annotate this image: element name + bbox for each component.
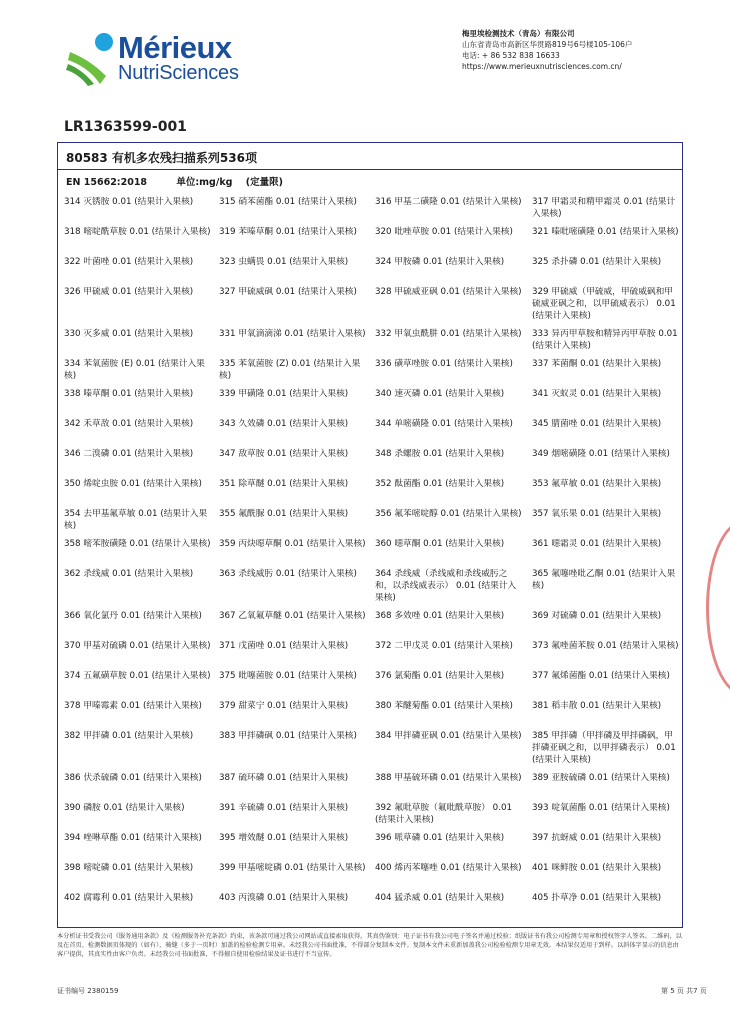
certificate-number: 证书编号 2380159 — [57, 987, 119, 995]
result-cell: 364 杀线威（杀线威和杀线威肟之和，以杀线威表示） 0.01 (结果计入果核) — [375, 569, 517, 603]
results-frame — [57, 142, 683, 928]
result-cell: 380 苯醚菊酯 0.01 (结果计入果核) — [375, 701, 513, 711]
result-cell: 315 硝苯菌酯 0.01 (结果计入果核) — [219, 197, 357, 207]
report-number: LR1363599-001 — [64, 119, 187, 135]
qualifier-label: (定量限) — [245, 177, 283, 188]
result-cell: 384 甲拌磷亚砜 0.01 (结果计入果核) — [375, 731, 522, 741]
result-cell: 377 氟烯菌酯 0.01 (结果计入果核) — [532, 671, 670, 681]
result-row — [64, 478, 678, 508]
result-cell: 346 二溴磷 0.01 (结果计入果核) — [64, 449, 194, 459]
result-cell: 352 酞菌酯 0.01 (结果计入果核) — [375, 479, 505, 489]
result-row — [64, 802, 678, 832]
result-cell: 383 甲拌磷砜 0.01 (结果计入果核) — [219, 731, 357, 741]
result-cell: 319 苯嗪草酮 0.01 (结果计入果核) — [219, 227, 357, 237]
disclaimer-text: 本分析证书受我公司《服务通用条款》及《检测服务补充条款》约束，该条款可通过我公司网站或直接索取获得。其真伪鉴别：电子证书有我公司电子签名并通过校验；纸版证书有我公司检测专用章和授权签字人签名。二维码，以及在首页、检测数据页体现的（如有），骑缝（多于一页时）加盖的检验检测专用章。未经我公司书面批准，不得部分复制本文件。复制本文件未重新加盖我公司检验检测专用章无效。本结果仅适用于到样。以斜体字显示的信息由客户提供，其真实性由客户负责。未经我公司书面批准，不得擅自使用检验结果及证书进行不当宣传。 — [57, 933, 682, 958]
logo-text-merieux: Mérieux — [118, 30, 232, 65]
results-grid — [64, 196, 678, 922]
result-cell: 369 对硫磷 0.01 (结果计入果核) — [532, 611, 662, 621]
result-cell: 398 嘧啶磷 0.01 (结果计入果核) — [64, 863, 194, 873]
result-cell: 373 氟唑菌苯胺 0.01 (结果计入果核) — [532, 641, 679, 651]
result-row — [64, 196, 678, 226]
result-cell: 332 甲氧虫酰肼 0.01 (结果计入果核) — [375, 329, 522, 339]
result-cell: 341 灭蚁灵 0.01 (结果计入果核) — [532, 389, 662, 399]
unit-label: 单位:mg/kg — [176, 177, 233, 188]
company-info — [462, 28, 632, 72]
logo-text-nutrisciences: NutriSciences — [118, 62, 239, 84]
result-row — [64, 538, 678, 568]
result-cell: 357 氧乐果 0.01 (结果计入果核) — [532, 509, 662, 519]
result-row — [64, 772, 678, 802]
result-cell: 317 甲霜灵和精甲霜灵 0.01 (结果计入果核) — [532, 197, 676, 219]
result-cell: 405 扑草净 0.01 (结果计入果核) — [532, 893, 662, 903]
result-row — [64, 508, 678, 538]
company-name: 梅里埃检测技术（青岛）有限公司 — [462, 29, 575, 38]
result-cell: 322 叶菌唑 0.01 (结果计入果核) — [64, 257, 194, 267]
result-cell: 382 甲拌磷 0.01 (结果计入果核) — [64, 731, 194, 741]
result-cell: 370 甲基对硫磷 0.01 (结果计入果核) — [64, 641, 211, 651]
result-cell: 360 噁草酮 0.01 (结果计入果核) — [375, 539, 505, 549]
official-stamp — [706, 520, 730, 696]
result-cell: 374 五氟磺草胺 0.01 (结果计入果核) — [64, 671, 211, 681]
result-cell: 388 甲基硫环磷 0.01 (结果计入果核) — [375, 773, 522, 783]
result-cell: 327 甲硫威砜 0.01 (结果计入果核) — [219, 287, 357, 297]
result-cell: 316 甲基二磺隆 0.01 (结果计入果核) — [375, 197, 522, 207]
result-cell: 359 丙炔噁草酮 0.01 (结果计入果核) — [219, 539, 366, 549]
result-cell: 389 亚胺硫磷 0.01 (结果计入果核) — [532, 773, 670, 783]
result-row — [64, 730, 678, 772]
result-cell: 345 腈菌唑 0.01 (结果计入果核) — [532, 419, 662, 429]
result-cell: 344 单嘧磺隆 0.01 (结果计入果核) — [375, 419, 513, 429]
company-url[interactable]: https://www.merieuxnutrisciences.com.cn/ — [462, 62, 622, 71]
result-row — [64, 328, 678, 358]
result-cell: 399 甲基嘧啶磷 0.01 (结果计入果核) — [219, 863, 366, 873]
result-cell: 342 禾草敌 0.01 (结果计入果核) — [64, 419, 194, 429]
result-cell: 334 苯氧菌胺 (E) 0.01 (结果计入果核) — [64, 359, 205, 381]
result-row — [64, 568, 678, 610]
result-cell: 336 磺草唑胺 0.01 (结果计入果核) — [375, 359, 513, 369]
result-cell: 329 甲硫威（甲硫威，甲硫威砜和甲硫威亚砜之和，以甲硫威表示） 0.01 (结果计入果核) — [532, 287, 676, 321]
result-row — [64, 610, 678, 640]
result-cell: 386 伏杀硫磷 0.01 (结果计入果核) — [64, 773, 202, 783]
result-cell: 354 去甲基氟草敏 0.01 (结果计入果核) — [64, 509, 208, 531]
result-cell: 396 哌草磷 0.01 (结果计入果核) — [375, 833, 505, 843]
result-cell: 402 腐霉利 0.01 (结果计入果核) — [64, 893, 194, 903]
result-cell: 361 噁霜灵 0.01 (结果计入果核) — [532, 539, 662, 549]
result-row — [64, 700, 678, 730]
result-cell: 337 苯菌酮 0.01 (结果计入果核) — [532, 359, 662, 369]
result-cell: 358 嘧苯胺磺隆 0.01 (结果计入果核) — [64, 539, 211, 549]
result-cell: 356 氟苯嘧啶醇 0.01 (结果计入果核) — [375, 509, 522, 519]
logo-mark-icon — [66, 30, 118, 88]
result-cell: 375 吡噻菌胺 0.01 (结果计入果核) — [219, 671, 357, 681]
result-cell: 331 甲氧滴滴涕 0.01 (结果计入果核) — [219, 329, 366, 339]
result-row — [64, 388, 678, 418]
result-cell: 381 稻丰散 0.01 (结果计入果核) — [532, 701, 662, 711]
result-cell: 403 丙溴磷 0.01 (结果计入果核) — [219, 893, 349, 903]
result-cell: 385 甲拌磷（甲拌磷及甲拌磷砜，甲拌磷亚砜之和，以甲拌磷表示） 0.01 (结果计入果核) — [532, 731, 676, 765]
result-row — [64, 892, 678, 922]
result-cell: 378 甲嗪霉素 0.01 (结果计入果核) — [64, 701, 202, 711]
company-phone: 电话: + 86 532 838 16633 — [462, 51, 560, 60]
standard-line — [66, 174, 309, 188]
result-cell: 390 磷胺 0.01 (结果计入果核) — [64, 803, 185, 813]
result-cell: 339 甲磺隆 0.01 (结果计入果核) — [219, 389, 349, 399]
result-cell: 328 甲硫威亚砜 0.01 (结果计入果核) — [375, 287, 522, 297]
result-cell: 394 唑啉草酯 0.01 (结果计入果核) — [64, 833, 202, 843]
result-cell: 320 吡唑草胺 0.01 (结果计入果核) — [375, 227, 513, 237]
result-cell: 393 啶氧菌酯 0.01 (结果计入果核) — [532, 803, 670, 813]
result-cell: 376 氯菊酯 0.01 (结果计入果核) — [375, 671, 505, 681]
result-cell: 391 辛硫磷 0.01 (结果计入果核) — [219, 803, 349, 813]
page-indicator: 第 5 页 共7 页 — [661, 987, 707, 995]
result-cell: 347 敌草胺 0.01 (结果计入果核) — [219, 449, 349, 459]
result-cell: 372 二甲戊灵 0.01 (结果计入果核) — [375, 641, 513, 651]
result-cell: 404 猛杀威 0.01 (结果计入果核) — [375, 893, 505, 903]
result-cell: 330 灭多威 0.01 (结果计入果核) — [64, 329, 194, 339]
result-cell: 321 嗪吡嘧磺隆 0.01 (结果计入果核) — [532, 227, 679, 237]
result-cell: 324 甲胺磷 0.01 (结果计入果核) — [375, 257, 505, 267]
merieux-logo — [66, 30, 256, 90]
result-cell: 318 嘧啶酰草胺 0.01 (结果计入果核) — [64, 227, 211, 237]
result-cell: 363 杀线威肟 0.01 (结果计入果核) — [219, 569, 357, 579]
result-cell: 350 烯啶虫胺 0.01 (结果计入果核) — [64, 479, 202, 489]
result-row — [64, 418, 678, 448]
result-cell: 333 异丙甲草胺和精异丙甲草胺 0.01 (结果计入果核) — [532, 329, 678, 351]
result-row — [64, 832, 678, 862]
result-row — [64, 448, 678, 478]
result-row — [64, 358, 678, 388]
method-standard: EN 15662:2018 — [66, 177, 148, 188]
result-cell: 343 久效磷 0.01 (结果计入果核) — [219, 419, 349, 429]
result-cell: 365 氟噻唑吡乙酮 0.01 (结果计入果核) — [532, 569, 676, 591]
result-cell: 355 氟酰脲 0.01 (结果计入果核) — [219, 509, 349, 519]
result-cell: 353 氟草敏 0.01 (结果计入果核) — [532, 479, 662, 489]
result-cell: 366 氧化氯丹 0.01 (结果计入果核) — [64, 611, 202, 621]
result-cell: 340 速灭磷 0.01 (结果计入果核) — [375, 389, 505, 399]
result-row — [64, 286, 678, 328]
result-cell: 351 除草醚 0.01 (结果计入果核) — [219, 479, 349, 489]
result-row — [64, 256, 678, 286]
result-cell: 314 灭锈胺 0.01 (结果计入果核) — [64, 197, 194, 207]
company-address: 山东省青岛市高新区华贯路819号6号楼105-106户 — [462, 40, 633, 49]
result-cell: 367 乙氧氟草醚 0.01 (结果计入果核) — [219, 611, 366, 621]
result-cell: 335 苯氧菌胺 (Z) 0.01 (结果计入果核) — [219, 359, 361, 381]
method-title: 80583 有机多农残扫描系列536项 — [58, 143, 682, 170]
result-row — [64, 862, 678, 892]
result-cell: 325 杀扑磷 0.01 (结果计入果核) — [532, 257, 662, 267]
result-cell: 392 氟吡草胺（氟吡酰草胺） 0.01 (结果计入果核) — [375, 803, 513, 825]
result-cell: 371 戊菌唑 0.01 (结果计入果核) — [219, 641, 349, 651]
result-cell: 349 烟嘧磺隆 0.01 (结果计入果核) — [532, 449, 670, 459]
result-row — [64, 670, 678, 700]
result-cell: 395 增效醚 0.01 (结果计入果核) — [219, 833, 349, 843]
result-cell: 362 杀线威 0.01 (结果计入果核) — [64, 569, 194, 579]
result-cell: 379 甜菜宁 0.01 (结果计入果核) — [219, 701, 349, 711]
result-cell: 401 咪鲜胺 0.01 (结果计入果核) — [532, 863, 662, 873]
result-cell: 368 多效唑 0.01 (结果计入果核) — [375, 611, 505, 621]
result-cell: 387 硫环磷 0.01 (结果计入果核) — [219, 773, 349, 783]
result-row — [64, 226, 678, 256]
result-cell: 400 烯丙苯噻唑 0.01 (结果计入果核) — [375, 863, 522, 873]
result-cell: 348 杀螺胺 0.01 (结果计入果核) — [375, 449, 505, 459]
result-cell: 338 嗪草酮 0.01 (结果计入果核) — [64, 389, 194, 399]
result-cell: 323 虫螨畏 0.01 (结果计入果核) — [219, 257, 349, 267]
result-cell: 326 甲硫威 0.01 (结果计入果核) — [64, 287, 194, 297]
result-cell: 397 抗蚜威 0.01 (结果计入果核) — [532, 833, 662, 843]
result-row — [64, 640, 678, 670]
